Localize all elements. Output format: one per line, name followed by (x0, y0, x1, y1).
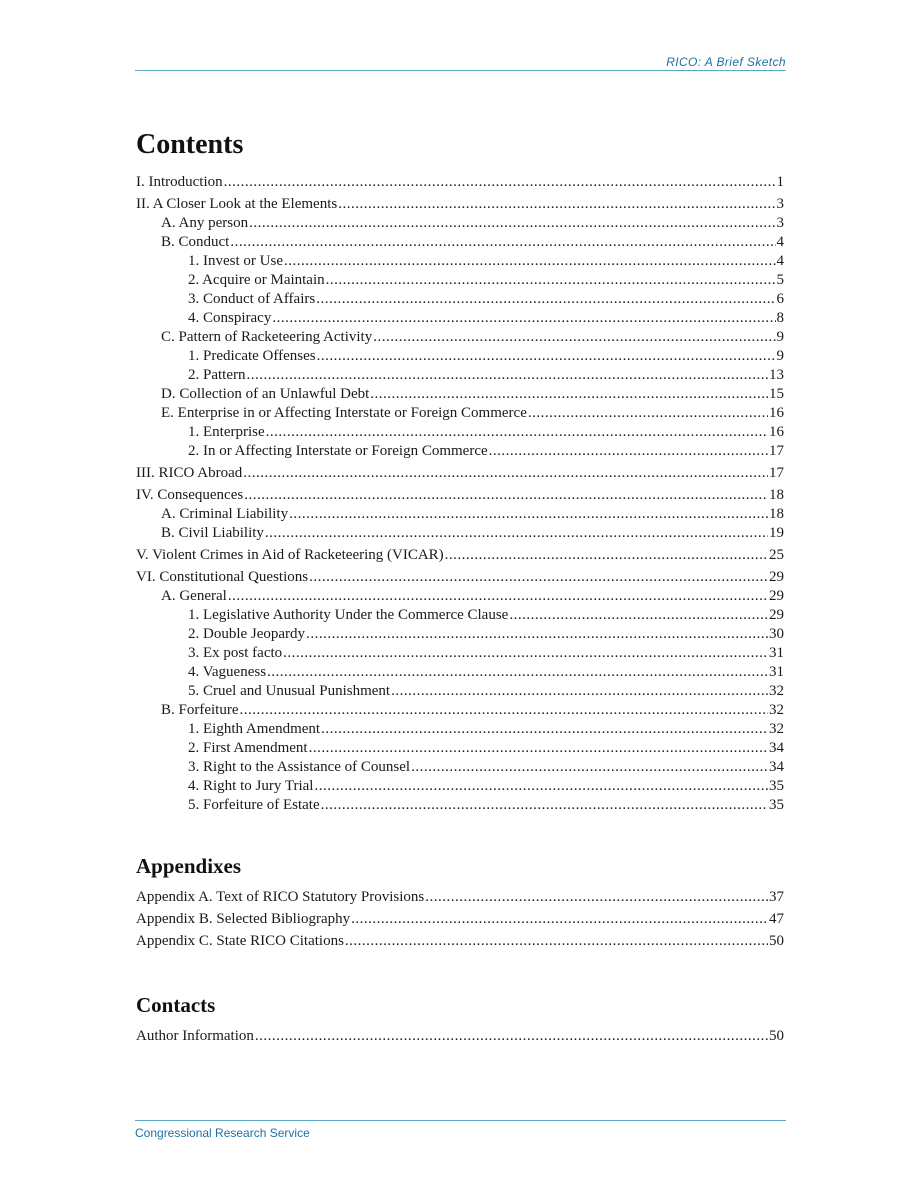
toc-entry[interactable] (136, 423, 784, 442)
toc-entry[interactable] (136, 233, 784, 252)
contents-list (136, 173, 784, 815)
dot-leader (249, 214, 775, 233)
contacts-heading: Contacts (136, 993, 216, 1017)
toc-entry-label: II. A Closer Look at the Elements (136, 196, 338, 212)
toc-entry-label: Appendix A. Text of RICO Statutory Provisions (136, 889, 425, 905)
dot-leader (289, 505, 768, 524)
toc-entry[interactable] (136, 758, 784, 777)
toc-entry-page: 47 (769, 911, 784, 927)
dot-leader (255, 1027, 768, 1046)
dot-leader (326, 271, 776, 290)
toc-entry[interactable] (136, 777, 784, 796)
toc-entry-label: 3. Ex post facto (188, 645, 283, 661)
dot-leader (391, 682, 768, 701)
dot-leader (228, 587, 768, 606)
toc-entry-label: B. Forfeiture (161, 702, 239, 718)
contacts-list (136, 1027, 784, 1046)
toc-entry-label: 2. First Amendment (188, 740, 308, 756)
toc-entry-page: 31 (769, 645, 784, 661)
toc-entry-page: 35 (769, 797, 784, 813)
toc-entry[interactable] (136, 486, 784, 505)
toc-entry-page: 29 (769, 569, 784, 585)
dot-leader (321, 720, 768, 739)
toc-entry[interactable] (136, 347, 784, 366)
toc-entry-page: 31 (769, 664, 784, 680)
toc-entry-label: V. Violent Crimes in Aid of Racketeering (VICAR) (136, 547, 444, 563)
toc-entry[interactable] (136, 173, 784, 192)
running-header (135, 54, 786, 71)
toc-entry[interactable] (136, 464, 784, 483)
publisher-name: Congressional Research Service (135, 1126, 310, 1140)
dot-leader (489, 442, 768, 461)
toc-entry-label: 3. Right to the Assistance of Counsel (188, 759, 411, 775)
toc-entry-page: 5 (776, 272, 784, 288)
toc-entry[interactable] (136, 442, 784, 461)
toc-entry[interactable] (136, 682, 784, 701)
toc-entry-label: 4. Conspiracy (188, 310, 272, 326)
toc-entry[interactable] (136, 290, 784, 309)
toc-entry-label: 3. Conduct of Affairs (188, 291, 316, 307)
toc-entry[interactable] (136, 701, 784, 720)
toc-entry-page: 9 (776, 329, 784, 345)
dot-leader (425, 888, 768, 907)
toc-entry[interactable] (136, 932, 784, 951)
toc-entry[interactable] (136, 328, 784, 347)
dot-leader (316, 290, 775, 309)
toc-entry-label: D. Collection of an Unlawful Debt (161, 386, 370, 402)
dot-leader (239, 701, 768, 720)
toc-entry[interactable] (136, 587, 784, 606)
toc-entry-label: A. Criminal Liability (161, 506, 289, 522)
toc-entry[interactable] (136, 663, 784, 682)
toc-entry[interactable] (136, 385, 784, 404)
dot-leader (338, 195, 775, 214)
toc-entry[interactable] (136, 524, 784, 543)
dot-leader (284, 252, 776, 271)
toc-entry-label: 2. Double Jeopardy (188, 626, 306, 642)
toc-entry-label: 4. Right to Jury Trial (188, 778, 314, 794)
toc-entry[interactable] (136, 214, 784, 233)
toc-entry[interactable] (136, 309, 784, 328)
toc-entry[interactable] (136, 546, 784, 565)
toc-entry-page: 32 (769, 683, 784, 699)
dot-leader (265, 524, 768, 543)
dot-leader (224, 173, 776, 192)
toc-entry-page: 8 (776, 310, 784, 326)
toc-entry-page: 13 (769, 367, 784, 383)
dot-leader (373, 328, 775, 347)
toc-entry[interactable] (136, 796, 784, 815)
toc-entry[interactable] (136, 404, 784, 423)
toc-entry-label: 5. Cruel and Unusual Punishment (188, 683, 391, 699)
dot-leader (283, 644, 768, 663)
toc-entry[interactable] (136, 644, 784, 663)
dot-leader (411, 758, 768, 777)
dot-leader (244, 486, 768, 505)
toc-entry-label: Appendix C. State RICO Citations (136, 933, 344, 949)
toc-entry-label: 1. Legislative Authority Under the Commerce Clause (188, 607, 509, 623)
toc-entry-page: 6 (776, 291, 784, 307)
toc-entry[interactable] (136, 505, 784, 524)
toc-entry-page: 16 (769, 424, 784, 440)
dot-leader (351, 910, 768, 929)
toc-entry-label: E. Enterprise in or Affecting Interstate or Foreign Commerce (161, 405, 527, 421)
toc-entry-page: 32 (769, 721, 784, 737)
toc-entry-page: 25 (769, 547, 784, 563)
toc-entry[interactable] (136, 910, 784, 929)
toc-entry-page: 3 (776, 196, 784, 212)
dot-leader (267, 663, 768, 682)
toc-entry-label: B. Civil Liability (161, 525, 264, 541)
contents-heading: Contents (136, 129, 244, 160)
dot-leader (345, 932, 768, 951)
toc-entry-page: 34 (769, 740, 784, 756)
toc-entry[interactable] (136, 1027, 784, 1046)
toc-entry-label: 1. Eighth Amendment (188, 721, 321, 737)
dot-leader (528, 404, 768, 423)
toc-entry-label: B. Conduct (161, 234, 230, 250)
dot-leader (445, 546, 768, 565)
toc-page-body (136, 120, 784, 1046)
dot-leader (243, 464, 768, 483)
toc-entry-label: 1. Predicate Offenses (188, 348, 316, 364)
toc-entry[interactable] (136, 606, 784, 625)
toc-entry-page: 30 (769, 626, 784, 642)
appendixes-heading: Appendixes (136, 854, 242, 878)
toc-entry-page: 17 (769, 443, 784, 459)
dot-leader (266, 423, 768, 442)
toc-entry-label: VI. Constitutional Questions (136, 569, 309, 585)
toc-entry-page: 9 (776, 348, 784, 364)
page-footer (135, 1120, 786, 1142)
dot-leader (314, 777, 768, 796)
running-title: RICO: A Brief Sketch (666, 55, 786, 69)
toc-entry[interactable] (136, 720, 784, 739)
toc-entry-label: 2. Pattern (188, 367, 246, 383)
toc-entry[interactable] (136, 195, 784, 214)
toc-entry-label: Author Information (136, 1028, 254, 1044)
toc-entry-label: 2. Acquire or Maintain (188, 272, 325, 288)
toc-entry-page: 50 (769, 933, 784, 949)
toc-entry-label: III. RICO Abroad (136, 465, 243, 481)
toc-entry-page: 34 (769, 759, 784, 775)
dot-leader (309, 739, 768, 758)
toc-entry-page: 50 (769, 1028, 784, 1044)
dot-leader (370, 385, 768, 404)
toc-entry-page: 18 (769, 506, 784, 522)
toc-entry-label: 1. Enterprise (188, 424, 265, 440)
toc-entry-label: 4. Vagueness (188, 664, 267, 680)
dot-leader (321, 796, 768, 815)
dot-leader (309, 568, 768, 587)
dot-leader (509, 606, 768, 625)
toc-entry-page: 35 (769, 778, 784, 794)
toc-entry-page: 37 (769, 889, 784, 905)
toc-entry-page: 29 (769, 607, 784, 623)
toc-entry-label: IV. Consequences (136, 487, 244, 503)
toc-entry-page: 17 (769, 465, 784, 481)
toc-entry-page: 15 (769, 386, 784, 402)
toc-entry[interactable] (136, 625, 784, 644)
toc-entry-label: C. Pattern of Racketeering Activity (161, 329, 373, 345)
toc-entry-page: 18 (769, 487, 784, 503)
toc-entry-page: 4 (776, 253, 784, 269)
appendixes-list (136, 888, 784, 951)
toc-entry-label: 2. In or Affecting Interstate or Foreign Commerce (188, 443, 488, 459)
toc-entry-label: I. Introduction (136, 174, 223, 190)
toc-entry-page: 19 (769, 525, 784, 541)
dot-leader (247, 366, 769, 385)
toc-entry-page: 3 (776, 215, 784, 231)
toc-entry-page: 32 (769, 702, 784, 718)
toc-entry-page: 4 (776, 234, 784, 250)
dot-leader (272, 309, 775, 328)
toc-entry[interactable] (136, 888, 784, 907)
dot-leader (306, 625, 768, 644)
toc-entry[interactable] (136, 271, 784, 290)
toc-entry-label: A. General (161, 588, 227, 604)
toc-entry[interactable] (136, 739, 784, 758)
dot-leader (317, 347, 776, 366)
toc-entry-page: 1 (776, 174, 784, 190)
toc-entry[interactable] (136, 252, 784, 271)
toc-entry-label: A. Any person (161, 215, 249, 231)
toc-entry-page: 29 (769, 588, 784, 604)
toc-entry-label: 5. Forfeiture of Estate (188, 797, 320, 813)
toc-entry[interactable] (136, 366, 784, 385)
dot-leader (230, 233, 775, 252)
toc-entry[interactable] (136, 568, 784, 587)
toc-entry-label: Appendix B. Selected Bibliography (136, 911, 351, 927)
toc-entry-page: 16 (769, 405, 784, 421)
toc-entry-label: 1. Invest or Use (188, 253, 283, 269)
